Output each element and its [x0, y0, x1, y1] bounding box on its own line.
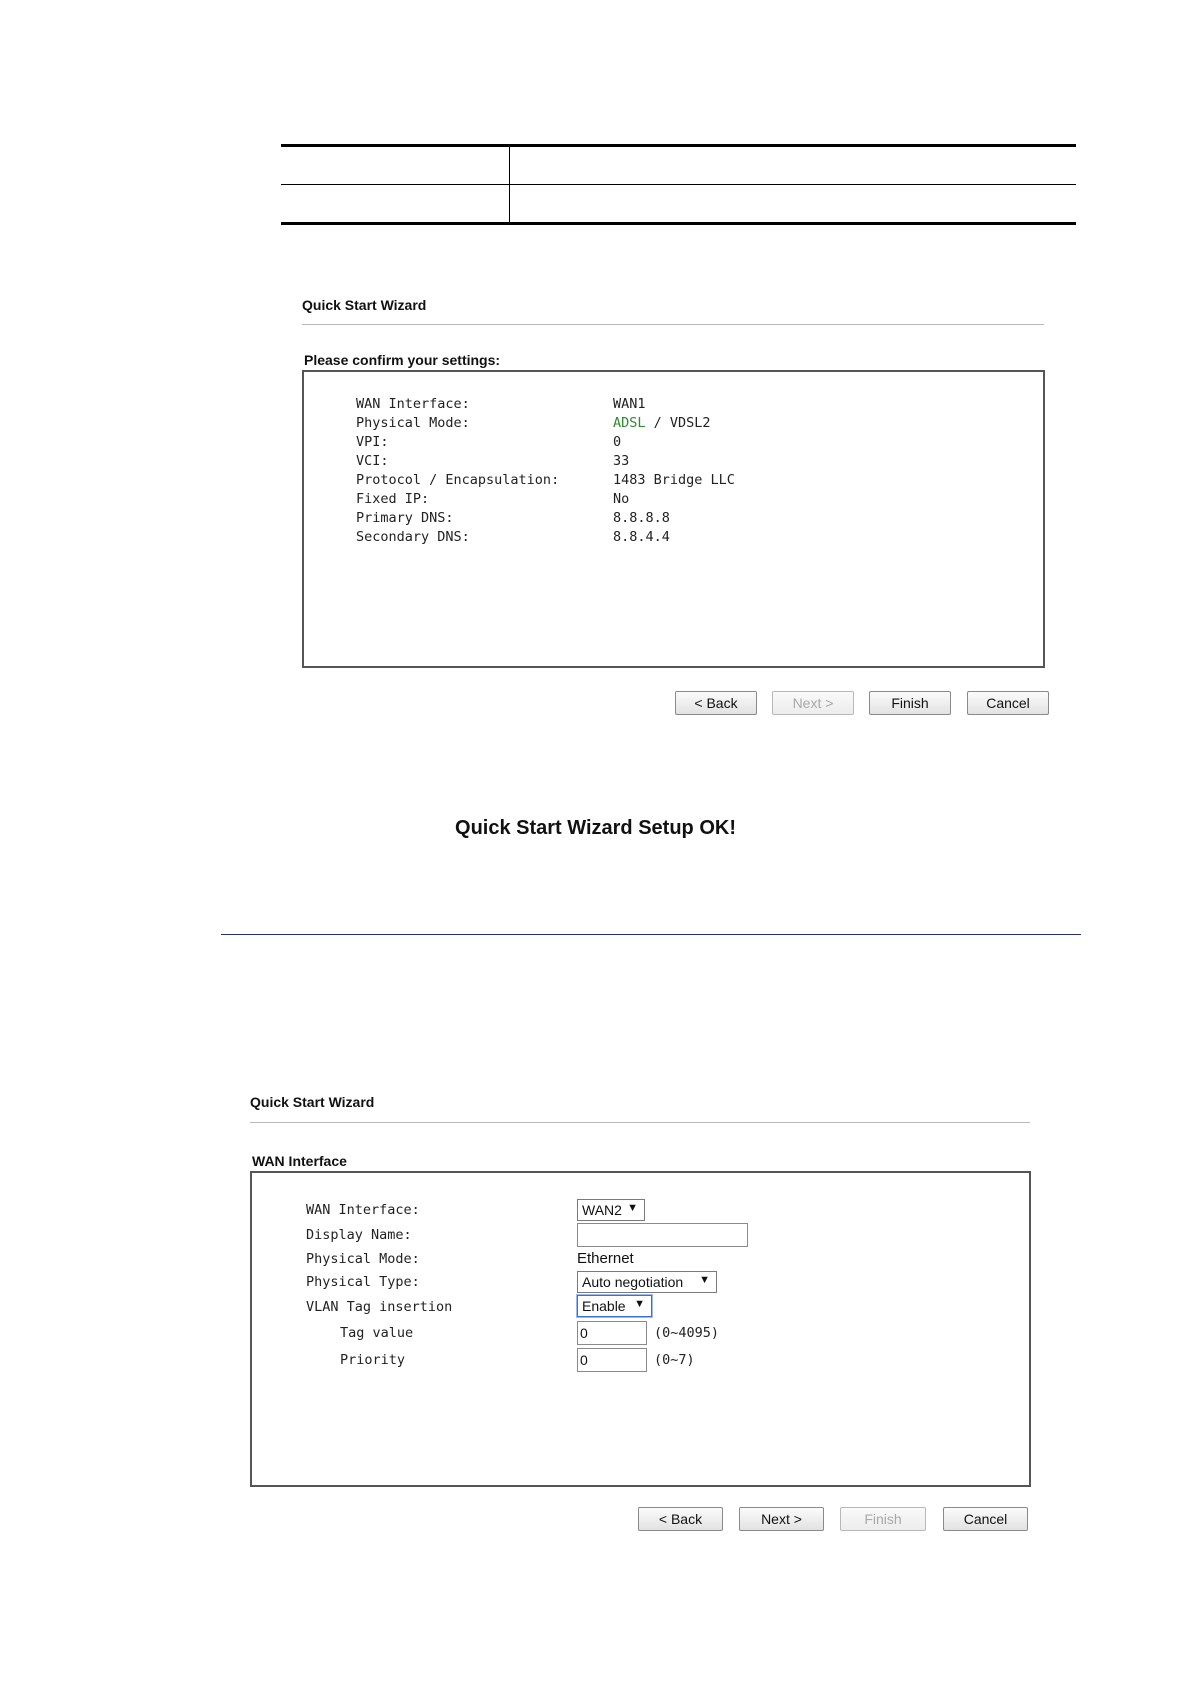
- section-title: Please confirm your settings:: [304, 352, 501, 368]
- priority-range: (0~7): [654, 1352, 695, 1368]
- table-cell: [510, 146, 1077, 185]
- finish-button[interactable]: Finish: [869, 691, 951, 715]
- wizard-title-2: Quick Start Wizard: [250, 1094, 375, 1110]
- table-cell: [281, 185, 510, 224]
- label-fixed-ip: Fixed IP:: [356, 491, 430, 507]
- value-secondary-dns: 8.8.4.4: [613, 529, 670, 545]
- value-physical-mode: [613, 415, 711, 431]
- table-cell: [510, 185, 1077, 224]
- label-protocol: Protocol / Encapsulation:: [356, 472, 560, 488]
- vlan-tag-selected: Enable: [582, 1298, 626, 1314]
- setup-ok-message: Quick Start Wizard Setup OK!: [455, 817, 736, 839]
- reference-table: [281, 144, 1076, 225]
- label-vlan-tag-insertion: VLAN Tag insertion: [306, 1299, 453, 1315]
- value-primary-dns: 8.8.8.8: [613, 510, 670, 526]
- label-wan-interface: WAN Interface:: [356, 396, 470, 412]
- page-divider: [221, 934, 1081, 935]
- wan-interface-selected: WAN2: [582, 1202, 622, 1218]
- next-button[interactable]: Next >: [772, 691, 854, 715]
- wan-interface-panel: [250, 1171, 1031, 1487]
- label-physical-type: Physical Type:: [306, 1274, 420, 1290]
- label-physical-mode: Physical Mode:: [356, 415, 470, 431]
- cancel-button-2[interactable]: Cancel: [943, 1507, 1028, 1531]
- value-vpi: 0: [613, 434, 622, 450]
- triangle-down-icon: ▼: [627, 1202, 638, 1214]
- value-vci: 33: [613, 453, 630, 469]
- value-physical-mode-2: Ethernet: [577, 1250, 634, 1267]
- wan-interface-select[interactable]: [577, 1199, 645, 1221]
- label-primary-dns: Primary DNS:: [356, 510, 454, 526]
- value-fixed-ip: No: [613, 491, 630, 507]
- settings-summary-panel: [302, 370, 1045, 668]
- label-priority: Priority: [340, 1352, 406, 1368]
- adsl-mode-text: ADSL: [613, 415, 646, 431]
- cancel-button[interactable]: Cancel: [967, 691, 1049, 715]
- finish-button-2[interactable]: Finish: [840, 1507, 926, 1531]
- label-wan-interface-2: WAN Interface:: [306, 1202, 420, 1218]
- back-button-2[interactable]: < Back: [638, 1507, 723, 1531]
- title-divider: [302, 324, 1044, 325]
- label-vci: VCI:: [356, 453, 389, 469]
- value-protocol: 1483 Bridge LLC: [613, 472, 735, 488]
- label-tag-value: Tag value: [340, 1325, 414, 1341]
- triangle-down-icon: ▼: [634, 1298, 645, 1310]
- display-name-input[interactable]: [577, 1223, 748, 1247]
- triangle-down-icon: ▼: [699, 1274, 710, 1286]
- label-display-name: Display Name:: [306, 1227, 412, 1243]
- wizard-title: Quick Start Wizard: [302, 297, 427, 313]
- priority-input[interactable]: [577, 1348, 647, 1372]
- label-vpi: VPI:: [356, 434, 389, 450]
- back-button[interactable]: < Back: [675, 691, 757, 715]
- table-cell: [281, 146, 510, 185]
- title-divider-2: [250, 1122, 1030, 1123]
- vlan-tag-select[interactable]: [577, 1295, 652, 1317]
- label-secondary-dns: Secondary DNS:: [356, 529, 470, 545]
- table-row: [281, 146, 1076, 185]
- physical-type-select[interactable]: [577, 1271, 717, 1293]
- next-button-2[interactable]: Next >: [739, 1507, 824, 1531]
- label-physical-mode-2: Physical Mode:: [306, 1251, 420, 1267]
- table-row: [281, 185, 1076, 224]
- vdsl2-mode-text: / VDSL2: [645, 415, 711, 431]
- tag-value-range: (0~4095): [654, 1325, 720, 1341]
- physical-type-selected: Auto negotiation: [582, 1274, 684, 1290]
- section-title-wan-interface: WAN Interface: [252, 1153, 347, 1169]
- tag-value-input[interactable]: [577, 1321, 647, 1345]
- value-wan-interface: WAN1: [613, 396, 646, 412]
